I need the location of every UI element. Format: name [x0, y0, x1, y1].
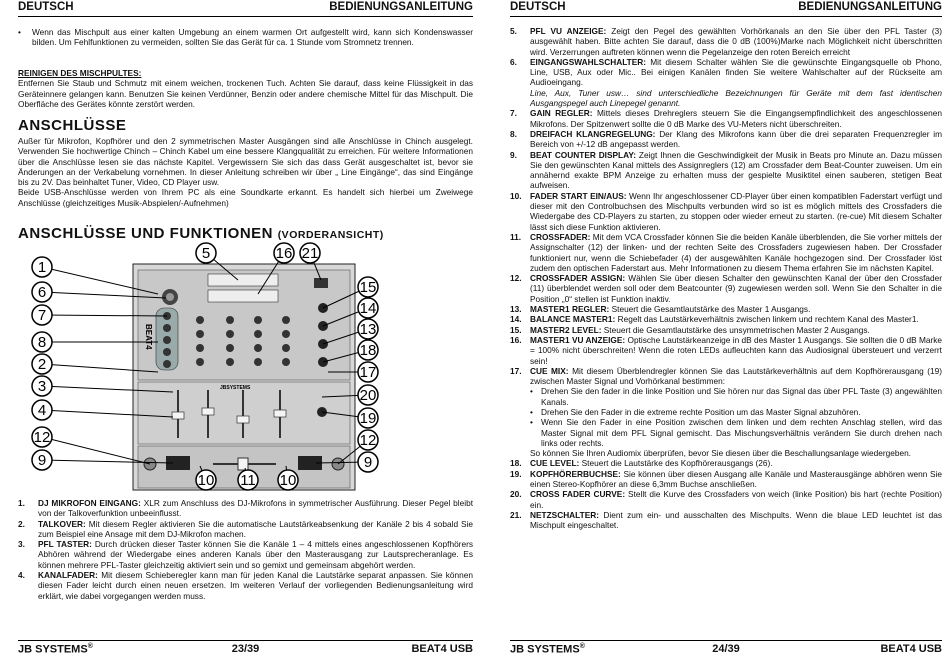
item-2: 2. TALKOVER: Mit diesem Regler aktivieren Sie die automatische Lautstärkeabsenkung der Kanäle 2 bis 4 sobald Sie zum Beispiel eine Ansage mit dem DJ-Mikrofon machen. [18, 518, 473, 539]
callout-number: 12 [359, 432, 377, 449]
item-7: 11. CROSSFADER: Mit dem VCA Crossfader können Sie die beiden Kanäle überblenden, die Sie vorher mittels der Assignschalter (12) der linken- und der rechten Seite des Crossfaders zugewiesen haben. Der Crossfader funktioniert nur, wenn die Schiebefader (4) der ausgewählten Kanäle hochgezogen sind. Der Crossfader löst zudem den optischen Faderstart aus. Mehr Informationen zu diesem Thema erfahren Sie im nächsten Kapitel. [510, 231, 943, 273]
cleaning-text: Entfernen Sie Staub und Schmutz mit einem weichen, trockenen Tuch. Achten Sie darauf, dass keine Flüssigkeit in das Geräteinnere gelangen kann. Benutzen Sie keinen Verdünner, Benzin oder andere chemische Mittel für das Mischpult. Die Oberfläche des Gerätes könnte zerstört werden. [18, 78, 473, 109]
item-6: 10. FADER START EIN/AUS: Wenn Ihr angeschlossener CD-Player über einen kompatiblen Faderstart verfügt und dieser mit den Controlbuchsen des Mischpults verbunden wird so ist es möglich mittels des Crossfaders die Wiedergabe des CD-Players zu starten, zu stoppen oder wieder erneut zu starten. (re-cue) Mit diesem Schalter lässt sich diese Funktion aktivieren. [510, 190, 942, 232]
pfl-vu-meter [208, 274, 278, 286]
master-vu-meter [208, 290, 278, 302]
right-footer [510, 640, 942, 655]
page-number: 24/39 [712, 643, 740, 655]
callout-number: 13 [359, 321, 377, 338]
item-8: 12. CROSSFADER ASSIGN: Wählen Sie über diesen Schalter den gewünschten Kanal der über den Crossfader (11) überblendet werden soll oder dem Beatcounter (9) zugewiesen werden soll. Wenn Sie den Schalter in die Position „0“ stellen ist Funktion inaktiv. [510, 273, 943, 304]
item-3: 7. GAIN REGLER: Mittels dieses Drehreglers steuern Sie die Eingangsempfindlichkeit des angeschlossenen Mikrofons. Der Spitzenwert sollte die 0 dB Marke des VU-Meters nicht überschreiten. [510, 108, 942, 129]
header-title: BEDIENUNGSANLEITUNG [798, 1, 942, 13]
left-footer [18, 640, 473, 655]
item-1: 18. CUE LEVEL: Steuert die Lautstärke des Kopfhörerausgangs (26). [510, 458, 773, 469]
header-language: DEUTSCH [510, 1, 566, 13]
callout-number: 18 [359, 342, 377, 359]
callout-number: 16 [275, 245, 293, 262]
crossfader-knob [238, 458, 248, 470]
item-10: 14. BALANCE MASTER1: Regelt das Lautstärkeverhältnis zwischen linkem und rechtem Kanal des Master1. [510, 314, 919, 325]
functions-heading: ANSCHLÜSSE UND FUNKTIONEN (VORDERANSICHT) [18, 225, 384, 242]
item-4: 21. NETZSCHALTER: Dient zum ein- und ausschalten des Mischpults. Wenn die blaue LED leuchtet ist das Mischpult eingeschaltet. [510, 509, 942, 531]
callout-number: 19 [359, 410, 377, 427]
callout-number: 9 [363, 454, 373, 471]
cue-bullet: • Drehen Sie den Fader in die extreme rechte Position um das Master Signal abzuhören. [530, 407, 942, 417]
left-page [18, 0, 473, 654]
cleaning-heading: REINIGEN DES MISCHPULTES: [18, 68, 142, 78]
cue-bullet: • Drehen Sie den fader in die linke Position und Sie hören nur das Signal das über PFL Taste (3) angewählten Kanals. [530, 386, 942, 407]
footer-brand: JB SYSTEMS® [18, 643, 93, 656]
header-title: BEDIENUNGSANLEITUNG [329, 1, 473, 13]
item-2: 6. EINGANGSWAHLSCHALTER: Mit diesem Schalter wählen Sie die gewünschte Eingangsquelle ob Phono, Line, USB, Aux oder Mic.. Bei einigen Kanälen finden Sie weitere Wahlschalter auf der Rückseite am Audioeingang. Line, Aux, Tuner usw… sind unterschiedliche Bezeichnungen für Geräte mit dem fast identischen Ausgangspegel auch Linepegel genannt. [510, 56, 942, 109]
callout-number: 14 [359, 300, 377, 317]
right-page [510, 0, 942, 654]
cue-bullet: • Wenn Sie den Fader in eine Position zwischen dem linken und dem rechten Anschlag stellen, wird das Master Signal mit dem PFL Signal gemischt. Das Mischungsverhältnis verändern Sie durch drehen nach links oder rechts. [530, 417, 942, 448]
item-2: 19. KOPFHÖRERBUCHSE: Sie können über diesen Ausgang alle Kanäle und Masterausgänge abhören wenn Sie einen Stereo-Kopfhörer an diese 6,3mm Buchse anschließen. [510, 468, 943, 490]
callout-number: 2 [37, 356, 47, 373]
callout-number: 10 [197, 472, 215, 489]
footer-model: BEAT4 USB [880, 643, 942, 655]
item-12: 16. MASTER1 VU ANZEIGE: Optische Lautstärkeanzeige in dB des Master 1 Ausgangs. Sie sollten die 0 dB Marke = 100% nicht überschreiten! Wenn die roten LEDs aufleuchten kann das Audiosignal übersteuert und verzerrt sein! [510, 334, 942, 366]
callout-number: 6 [37, 284, 47, 301]
callout-number: 11 [240, 472, 256, 489]
right-header [510, 0, 942, 17]
callout-number: 3 [37, 378, 47, 395]
callout-number: 1 [37, 259, 47, 276]
item-5: 9. BEAT COUNTER DISPLAY: Zeigt Ihnen die Geschwindigkeit der Musik in Beats pro Minute an. Dazu müssen Sie den gewünschten Kanal mittels des Assignreglers (12) am Crossfader dem Beat-Counter zuweisen. Um ein annähernd exakte BPM Anzeige zu erhalten muss der gespielte Musiktitel einen sauberen, stetigen Beat aufweisen. [510, 149, 942, 191]
callout-number: 9 [37, 452, 47, 469]
moisture-note: • Wenn das Mischpult aus einer kalten Umgebung an einem warmen Ort aufgestellt wird, kann sich Kondenswasser bilden. Um Fehlfunktionen zu vermeiden, sollten Sie das Gerät für ca. 1 Stunde vom Stromnetz trennen. [18, 27, 473, 48]
item-4: 4. KANALFADER: Mit diesem Schieberegler kann man für jeden Kanal die Lautstärke separat anpassen. Sie können diesen Fader leicht durch einen neuen ersetzen. Im weiteren Verlauf der vorliegenden Bedienungsanleitung wird erklärt, wie dabei vorgegangen werden muss. [18, 570, 473, 601]
item-4: 8. DREIFACH KLANGREGELUNG: Der Klang des Mikrofons kann über die drei separaten Frequenzregler im Bereich von +/-12 dB angepasst werden. [510, 128, 942, 150]
cue-mix-note: So können Sie Ihren Audiomix überprüfen, bevor Sie diesen über die Beschallungsanlage wiedergeben. [530, 448, 911, 459]
item-3: 3. PFL TASTER: Durch drücken dieser Taster können Sie die Kanäle 1 – 4 mittels eines angeschlossenen Kopfhörers Abhören während der Wiedergabe eines anderen Kanals über den Masterausgang zur Lautsprecheranlage. Es können mehrere PFL-Taster gleichzeitig aktiviert sein und so gemixt und gemeinsam abgehört werden. [18, 539, 473, 570]
callout-number: 10 [279, 472, 297, 489]
footer-brand: JB SYSTEMS® [510, 643, 585, 656]
footer-model: BEAT4 USB [411, 643, 473, 655]
cue-mix-bullets [530, 386, 942, 448]
callout-number: 17 [359, 364, 377, 381]
cleaning-section [18, 68, 473, 109]
header-language: DEUTSCH [18, 1, 74, 13]
brand-vertical: BEAT4 [144, 324, 153, 350]
left-items [18, 498, 473, 601]
logo-text: JBSYSTEMS [220, 385, 251, 391]
item-1: 1. DJ MIKROFON EINGANG: XLR zum Anschluss des DJ-Mikrofons in symmetrischer Ausführung. Dieser Pegel bleibt von der Talkoverfunktion unbeeinflusst. [18, 498, 473, 519]
item-3: 20. CROSS FADER CURVE: Stellt die Kurve des Crossfaders von weich (linke Position) bis hart (rechte Position) ein. [510, 489, 942, 510]
mixer-front-diagram [18, 242, 473, 492]
input-note: Line, Aux, Tuner usw… sind unterschiedliche Bezeichnungen für Geräte mit dem fast identischen Ausgangspegel auch Linepegel genannt. [530, 87, 942, 109]
callout-number: 15 [359, 279, 377, 296]
page-number: 23/39 [231, 643, 260, 655]
callout-number: 4 [37, 402, 47, 419]
callout-number: 12 [33, 429, 51, 446]
connections-text: Außer für Mikrofon, Kopfhörer und den 2 symmetrischen Master Ausgängen sind alle Anschlüsse in Chinch ausgelegt. Verwenden Sie hochwertige Chinch – Chinch Kabel um eine bessere Klangqualität zu erreichen. Für weitere Informationen über die Anschlüsse lesen sie das nächste Kapitel. Vergewissern Sie sich das dass Gerät ausgeschaltet ist, bevor sie Änderungen an der Verkabelung vornehmen. In dieser Anleitung schreiben wir über „ Line Eingänge“, das sind Eingänge bis zu 2V. Das beinhaltet Tuner, Video, CD Player usw. Beide USB-Anschlüsse werden von Ihrem PC als eine Soundkarte erkannt. Es handelt sich hierbei um Zweiwege Anschlüsse (gleichzeitiges Musik-Abspielen/-Aufnehmen) [18, 136, 473, 208]
right-items [510, 26, 942, 531]
callout-number: 5 [201, 245, 211, 262]
callout-number: 7 [37, 307, 47, 324]
callout-number: 8 [37, 334, 47, 351]
callout-number: 20 [359, 387, 377, 404]
left-header [18, 0, 473, 17]
item-1: 5. PFL VU ANZEIGE: Zeigt den Pegel des gewählten Vorhörkanals an den Sie über den PFL Taster (3) ausgewählt haben. Bitte achten Sie darauf, dass die 0 dB (100%)Marke nach Möglichkeit nicht überschritten wird. Verzerrungen auftreten können wenn die Pegelanzeige den roten Bereich erreicht [510, 26, 942, 57]
connections-heading: ANSCHLÜSSE [18, 117, 127, 134]
callout-number: 21 [301, 245, 319, 262]
item-9: 13. MASTER1 REGLER: Steuert die Gesamtlautstärke des Master 1 Ausgangs. [510, 304, 811, 315]
item-11: 15. MASTER2 LEVEL: Steuert die Gesamtlautstärke des unsymmetrischen Master 2 Ausgangs. [510, 324, 870, 335]
item-13: 17. CUE MIX: Mit diesem Überblendregler können Sie das Lautstärkeverhältnis auf dem Kopfhörerausgang (19) zwischen Master Signal und Vorhörkanal bestimmen: • Drehen Sie den fader in die linke Position und Sie hören nur das Signal das über PFL Taste (3) angewählten Kanals. • Drehen Sie den Fader in die extreme rechte Position um das Master Signal abzuhören. • Wenn Sie den Fader in eine Position zwischen dem linken und dem rechten Anschlag stellen, wird das Master Signal mit dem PFL Signal gemischt. Das Mischungsverhältnis verändern Sie durch drehen nach links oder rechts. So können Sie Ihren Audiomix überprüfen, bevor Sie diesen über die Beschallungsanlage wiedergeben. [510, 366, 942, 459]
